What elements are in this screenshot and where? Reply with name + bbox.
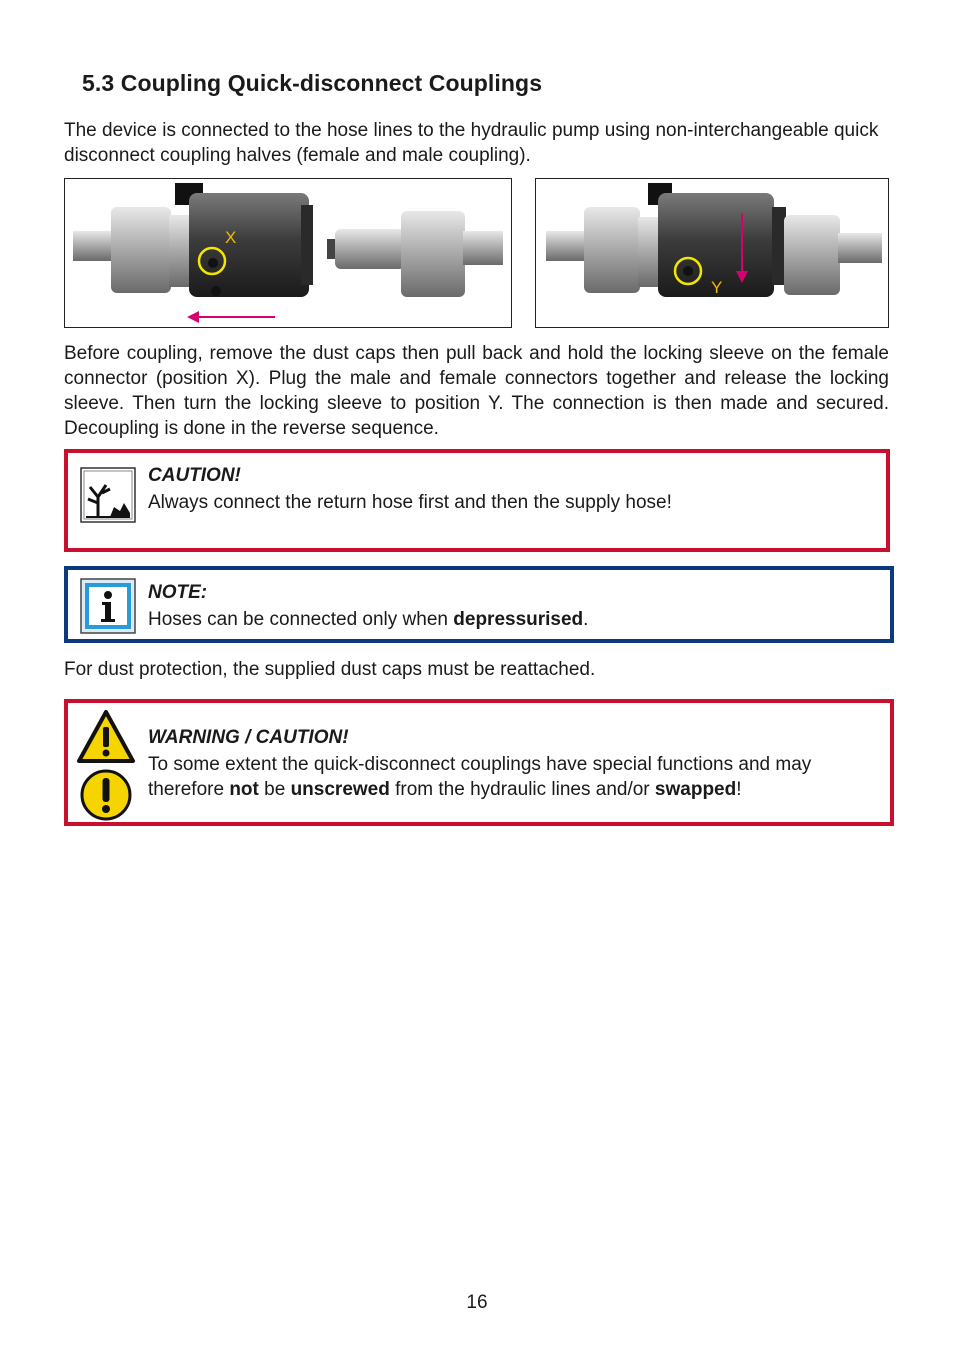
caution-box [64,449,890,552]
instructions-paragraph: Before coupling, remove the dust caps then pull back and hold the locking sleeve on the female connector (position X). Plug the male and female connectors together and release the locking sleeve. Then turn the locking sleeve to position Y. The connection is then made and secured. Decoupling is done in the reverse sequence. [64,343,889,439]
note-text: Hoses can be connected only when depressurised. [148,609,589,630]
section-title: 5.3 Coupling Quick-disconnect Couplings [82,70,543,96]
note-box [64,566,894,643]
note-title: NOTE: [148,582,208,603]
coupling-photo-position-y [535,178,889,328]
position-y-label: Y [711,278,723,297]
page-number: 16 [466,1292,488,1313]
warning-text: To some extent the quick-disconnect couplings have special functions and may therefore not be unscrewed from the hydraulic lines and/or swapped! [148,754,812,800]
environment-hazard-icon [80,467,136,528]
warning-title: WARNING / CAUTION! [148,727,349,748]
caution-title: CAUTION! [148,465,241,486]
caution-text: Always connect the return hose first and then the supply hose! [148,492,672,513]
warning-box [64,699,894,826]
info-icon [80,578,136,639]
exclamation-circle-icon [80,769,132,826]
warning-triangle-icon [76,709,136,770]
coupling-photo-position-x [64,178,512,328]
position-x-label: X [225,228,237,247]
intro-paragraph: The device is connected to the hose lines to the hydraulic pump using non-interchangeable quick disconnect coupling halves (female and male coupling). [64,120,879,166]
dust-protection-paragraph: For dust protection, the supplied dust caps must be reattached. [64,659,596,680]
